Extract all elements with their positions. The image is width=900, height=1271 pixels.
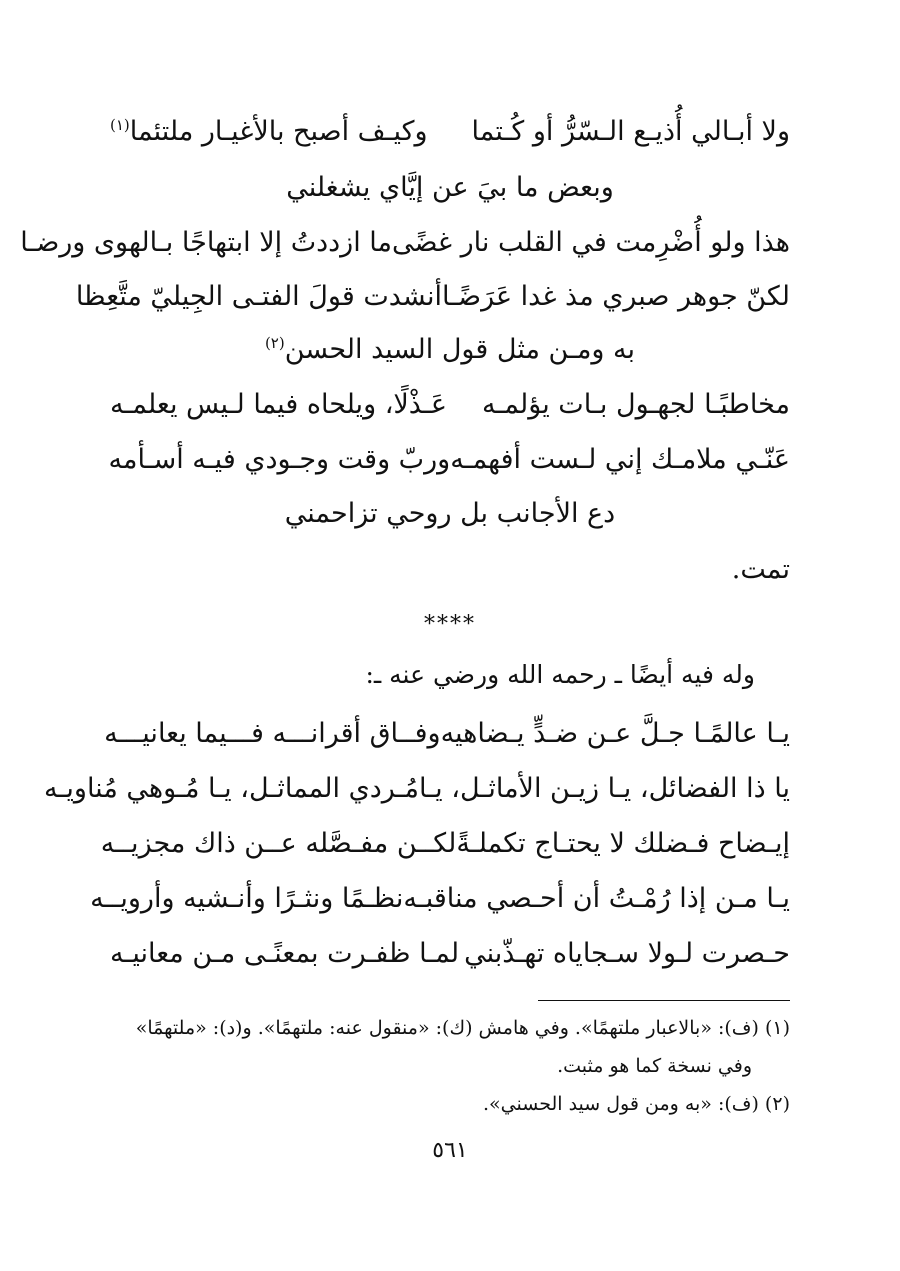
poem-end-marker: تمت. bbox=[731, 554, 790, 585]
page-number: ٥٦١ bbox=[432, 1138, 468, 1163]
poem1-center-line-3: دع الأجانب بل روحي تزاحمني bbox=[284, 498, 616, 529]
poem1-verse-2 bbox=[20, 220, 790, 264]
poem1-center-line-1: وبعض ما بيَ عن إيَّاي يشغلني bbox=[286, 172, 614, 203]
poem2-verse-4 bbox=[90, 876, 790, 920]
poem2-verse-3 bbox=[100, 821, 790, 865]
hemistich-left-text: وكيـف أصبح بالأغيـار ملتئما bbox=[129, 115, 428, 147]
hemistich-right: إيـضاح فـضلك لا يحتـاج تكملـةً bbox=[456, 827, 790, 859]
hemistich-right: مخاطبًـا لجهـول بـات يؤلمـه bbox=[482, 388, 790, 420]
hemistich-left: عَـذْلًا، ويلحاه فيما لـيس يعلمـه bbox=[110, 388, 447, 420]
poem1-verse-4 bbox=[110, 382, 790, 426]
hemistich-right: لكنّ جوهر صبري مذ غدا عَرَضًـا bbox=[442, 280, 790, 312]
hemistich-right: هذا ولو أُضْرِمت في القلب نار غضًى bbox=[392, 226, 790, 258]
poem2-verse-5 bbox=[110, 931, 790, 975]
section-separator: **** bbox=[424, 612, 476, 637]
footnote-marker: (١) bbox=[110, 115, 130, 134]
hemistich-left: لمـا ظفـرت بمعنًـى مـن معانيـه bbox=[110, 937, 460, 969]
hemistich-right: حـصرت لـولا سـجاياه تهـذّبني bbox=[464, 937, 790, 969]
hemistich-right: يـا عالمًـا جـلَّ عـن ضـدٍّ يـضاهيه bbox=[440, 717, 790, 749]
hemistich-left: مُـردي المماثـل، يـا مُـوهي مُناويـه bbox=[44, 772, 420, 804]
hemistich-left: ما ازددتُ إلا ابتهاجًا بـالهوى ورضـا bbox=[20, 226, 392, 258]
hemistich-left: نظـمًا ونثـرًا وأنـشيه وأرويــه bbox=[90, 882, 404, 914]
poem1-center-line-2 bbox=[110, 334, 790, 365]
hemistich-left: أنشدت قولَ الفتـى الجِيليّ متَّعِظا bbox=[75, 280, 443, 312]
footnote-marker: (٢) bbox=[264, 334, 285, 352]
hemistich-right: عَنّـي ملامـك إني لـست أفهمـه bbox=[450, 443, 790, 475]
poem1-verse-1 bbox=[110, 109, 790, 153]
hemistich-right: يـا مـن إذا رُمْـتُ أن أحـصي مناقبـه bbox=[403, 882, 790, 914]
hemistich-left: لكــن مفـصَّله عــن ذاك مجزيــه bbox=[100, 827, 457, 859]
hemistich-right: يا ذا الفضائل، يـا زيـن الأماثـل، يـا bbox=[419, 772, 790, 804]
poem2-intro: وله فيه أيضًا ـ رحمه الله ورضي عنه ـ: bbox=[365, 660, 755, 689]
poem1-verse-5 bbox=[110, 437, 790, 481]
hemistich-left: وربّ وقت وجـودي فيـه أسـأمه bbox=[108, 443, 451, 475]
footnote-2: (٢) (ف): «به ومن قول سيد الحسني». bbox=[483, 1093, 790, 1115]
footnote-1-line-1: (١) (ف): «بالاعبار ملتهمًا». وفي هامش (ك): «منقول عنه: ملتهمًا». و(د): «ملتهمًا» bbox=[135, 1017, 790, 1039]
poem2-verse-2 bbox=[44, 766, 790, 810]
poem1-verse-3 bbox=[75, 274, 790, 318]
hemistich-right: ولا أبـالي أُذيـع الـسّرُّ أو كُـتما bbox=[471, 115, 790, 147]
hemistich-left bbox=[110, 116, 428, 147]
footnote-1-line-2: وفي نسخة كما هو مثبت. bbox=[557, 1055, 752, 1077]
poem2-verse-1 bbox=[104, 711, 790, 755]
footnote-rule bbox=[538, 1000, 790, 1001]
hemistich-left: وفــاق أقرانـــه فـــيما يعانيـــه bbox=[104, 717, 441, 749]
center-line-text: به ومـن مثل قول السيد الحسن bbox=[284, 334, 636, 365]
